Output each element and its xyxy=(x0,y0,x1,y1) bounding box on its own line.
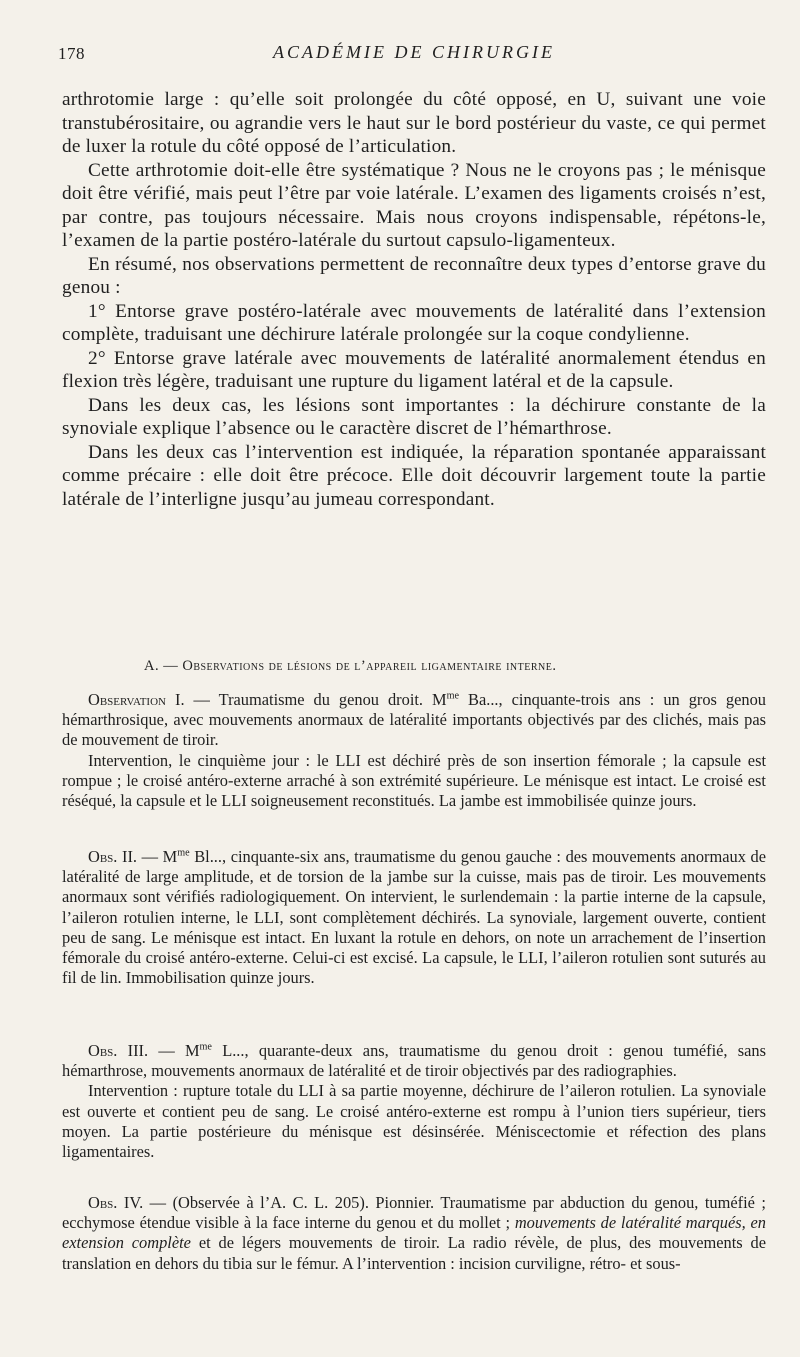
section-heading xyxy=(62,658,766,675)
paragraph: Dans les deux cas, les lésions sont importantes : la déchirure constante de la synoviale explique l’absence ou le caractère discret de l’hémarthrose. xyxy=(62,394,766,439)
paragraph xyxy=(62,690,766,751)
observation-text: Bl..., cinquante-six ans, traumatisme du genou gauche : des mouvements anormaux de latéralité de large amplitude, et de torsion de la jambe sur la cuisse, mais pas de tiroir. Les mouvements anormaux sont vérifiés radiologiquement. On intervient, le surlendemain : la partie interne de la capsule, l’aileron rotulien interne, le LLI, sont complètement déchirés. La synoviale, largement ouverte, contient peu de sang. Le ménisque est intact. En luxant la rotule en dehors, on note un arrachement de l’insertion fémorale du croisé antéro-externe. Celui-ci est excisé. La capsule, le LLI, l’aileron rotulien sont suturés au fil de lin. Immobilisation quinze jours. xyxy=(62,847,766,988)
section-title: Observations de lésions de l’appareil ligamentaire interne. xyxy=(182,658,557,674)
paragraph: Intervention, le cinquième jour : le LLI est déchiré près de son insertion fémorale ; la capsule est rompue ; le croisé antéro-externe arraché à son extrémité supérieure. Le ménisque est intact. Le croisé est réséqué, la capsule et le LLI soigneusement reconstitués. La jambe est immobilisée quinze jours. xyxy=(62,750,766,811)
main-text xyxy=(62,88,766,511)
observation-3 xyxy=(62,1041,766,1162)
superscript: me xyxy=(199,1041,212,1053)
paragraph: En résumé, nos observations permettent de reconnaître deux types d’entorse grave du genou : xyxy=(62,253,766,298)
observation-label: Obs. II. — xyxy=(88,847,158,866)
document-page xyxy=(58,0,766,1357)
running-title: ACADÉMIE DE CHIRURGIE xyxy=(273,42,555,62)
paragraph: Intervention : rupture totale du LLI à sa partie moyenne, déchirure de l’aileron rotulien. La synoviale est ouverte et contient peu de sang. Le croisé antéro-externe est rompu à l’union tiers supérieur, tiers moyen. La partie postérieure du ménisque est désinsérée. Méniscectomie et réfection des plans ligamentaires. xyxy=(62,1081,766,1162)
section-letter: A. — xyxy=(144,658,179,674)
paragraph: 2° Entorse grave latérale avec mouvements de latéralité anormalement étendus en flexion très légère, traduisant une rupture du ligament latéral et de la capsule. xyxy=(62,347,766,392)
paragraph: Cette arthrotomie doit-elle être systématique ? Nous ne le croyons pas ; le ménisque doit être vérifié, mais peut l’être par voie latérale. L’examen des ligaments croisés n’est, par contre, pas toujours nécessaire. Mais nous croyons indispensable, répétons-le, l’examen de la partie postéro-latérale du surtout capsulo-ligamenteux. xyxy=(62,159,766,251)
observation-label: Obs. III. — xyxy=(88,1041,175,1060)
superscript: me xyxy=(177,847,190,859)
paragraph xyxy=(62,847,766,988)
paragraph xyxy=(62,1041,766,1081)
observation-text: (Observée à l’A. C. L. 205). Pionnier. Traumatisme par abduction du genou, tuméfié ; ecchymose étendue visible à la face interne du genou et du mollet ; xyxy=(62,1193,766,1233)
paragraph xyxy=(62,1193,766,1274)
observation-2 xyxy=(62,847,766,988)
emphasis-text: mouvements de latéralité marqués, en extension complète xyxy=(62,1213,766,1253)
observation-label: Observation I. — xyxy=(88,690,210,709)
observation-text: et de légers mouvements de tiroir. La radio révèle, de plus, des mouvements de translation en dehors du tibia sur le fémur. A l’intervention : incision curviligne, rétro- et sous- xyxy=(62,1233,766,1273)
observation-text: M xyxy=(162,847,178,866)
paragraph: arthrotomie large : qu’elle soit prolongée du côté opposé, en U, suivant une voie transtubérositaire, ou agrandie vers le haut sur le bord postérieur du vaste, ce qui permet de luxer la rotule du côté opposé de l’articulation. xyxy=(62,89,766,157)
page-header xyxy=(58,42,766,66)
observation-text: L..., quarante-deux ans, traumatisme du genou droit : genou tuméfié, sans hémarthrose, mouvements anormaux de latéralité et de tiroir objectivés par des radiographies. xyxy=(62,1041,766,1081)
observation-1 xyxy=(62,690,766,811)
paragraph: Dans les deux cas l’intervention est indiquée, la réparation spontanée apparaissant comme précaire : elle doit être précoce. Elle doit découvrir largement toute la partie latérale de l’interligne jusqu’au jumeau correspondant. xyxy=(62,441,766,510)
page-number: 178 xyxy=(58,44,85,63)
observation-text: Ba..., cinquante-trois ans : un gros genou hémarthrosique, avec mouvements anormaux de latéralité importants objectivés par des clichés, mais pas de mouvement de tiroir. xyxy=(62,690,766,750)
paragraph: 1° Entorse grave postéro-latérale avec mouvements de latéralité dans l’extension complète, traduisant une déchirure latérale prolongée sur la coque condylienne. xyxy=(62,300,766,345)
observation-4 xyxy=(62,1193,766,1274)
observation-label: Obs. IV. — xyxy=(88,1193,167,1212)
superscript: me xyxy=(446,690,460,702)
observation-text: Traumatisme du genou droit. M xyxy=(218,690,447,709)
observation-text: M xyxy=(184,1041,200,1060)
